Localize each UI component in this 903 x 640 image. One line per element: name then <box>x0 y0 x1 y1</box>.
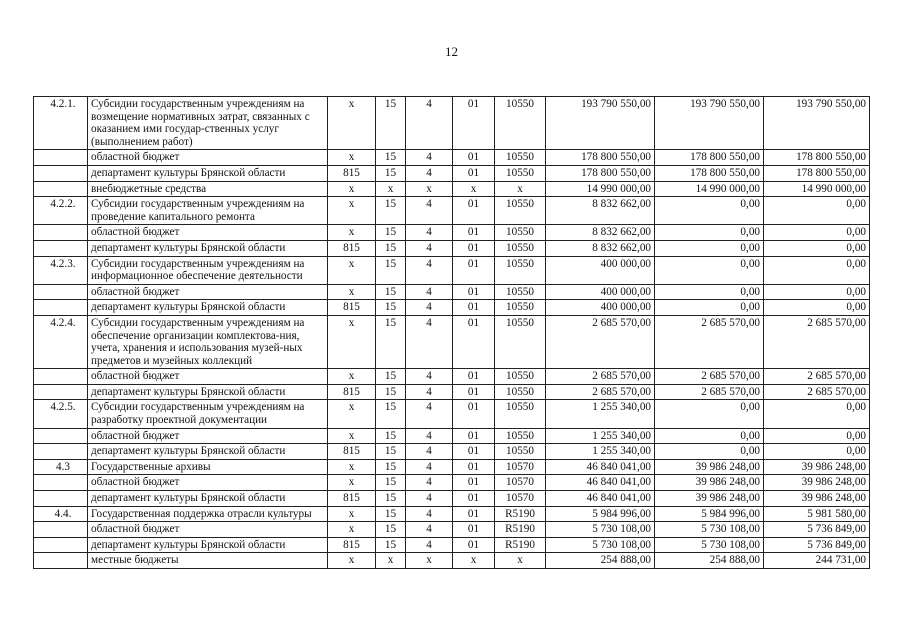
row-number <box>34 150 88 166</box>
code-direction: 10550 <box>495 165 546 181</box>
code-main-event: 01 <box>453 384 495 400</box>
code-program: 15 <box>376 428 406 444</box>
row-name: Субсидии государственным учреждениям на возмещение нормативных затрат, связанных с оказанием ими государ-ственных услуг (выполнением работ) <box>88 97 328 150</box>
code-direction: 10550 <box>495 444 546 460</box>
row-number <box>34 491 88 507</box>
code-main-event: 01 <box>453 284 495 300</box>
row-name: департамент культуры Брянской области <box>88 384 328 400</box>
code-program: 15 <box>376 384 406 400</box>
row-name: департамент культуры Брянской области <box>88 300 328 316</box>
table-row <box>34 384 870 400</box>
value-year-2: 254 888,00 <box>655 553 764 569</box>
code-direction: 10550 <box>495 150 546 166</box>
value-year-2: 2 685 570,00 <box>655 384 764 400</box>
value-year-2: 0,00 <box>655 428 764 444</box>
code-main-event: 01 <box>453 97 495 150</box>
value-year-1: 5 730 108,00 <box>546 522 655 538</box>
code-direction: R5190 <box>495 522 546 538</box>
row-name: областной бюджет <box>88 150 328 166</box>
code-program: 15 <box>376 459 406 475</box>
value-year-1: 178 800 550,00 <box>546 165 655 181</box>
code-program: 15 <box>376 315 406 368</box>
value-year-1: 400 000,00 <box>546 284 655 300</box>
code-direction: 10550 <box>495 256 546 284</box>
row-number <box>34 553 88 569</box>
value-year-1: 1 255 340,00 <box>546 444 655 460</box>
table-row <box>34 150 870 166</box>
row-name: Государственная поддержка отрасли культуры <box>88 506 328 522</box>
row-number <box>34 384 88 400</box>
row-number <box>34 369 88 385</box>
code-program: 15 <box>376 444 406 460</box>
table-row <box>34 181 870 197</box>
row-number <box>34 284 88 300</box>
code-admin: х <box>328 522 376 538</box>
value-year-1: 178 800 550,00 <box>546 150 655 166</box>
budget-table-body <box>34 97 870 569</box>
row-number: 4.2.5. <box>34 400 88 428</box>
row-name: департамент культуры Брянской области <box>88 165 328 181</box>
code-program: 15 <box>376 225 406 241</box>
code-subprogram: 4 <box>406 522 453 538</box>
code-direction: 10550 <box>495 97 546 150</box>
value-year-3: 2 685 570,00 <box>764 315 870 368</box>
code-subprogram: х <box>406 181 453 197</box>
code-subprogram: 4 <box>406 428 453 444</box>
code-main-event: 01 <box>453 150 495 166</box>
value-year-2: 5 730 108,00 <box>655 522 764 538</box>
code-main-event: 01 <box>453 522 495 538</box>
value-year-1: 193 790 550,00 <box>546 97 655 150</box>
row-number <box>34 475 88 491</box>
code-direction: х <box>495 553 546 569</box>
code-main-event: х <box>453 553 495 569</box>
code-admin: 815 <box>328 537 376 553</box>
code-program: 15 <box>376 150 406 166</box>
code-subprogram: 4 <box>406 369 453 385</box>
value-year-2: 178 800 550,00 <box>655 165 764 181</box>
code-direction: R5190 <box>495 506 546 522</box>
table-row <box>34 400 870 428</box>
code-admin: х <box>328 225 376 241</box>
code-program: 15 <box>376 537 406 553</box>
table-row <box>34 506 870 522</box>
code-subprogram: 4 <box>406 506 453 522</box>
code-main-event: 01 <box>453 459 495 475</box>
value-year-2: 0,00 <box>655 284 764 300</box>
code-main-event: 01 <box>453 537 495 553</box>
code-admin: 815 <box>328 300 376 316</box>
code-program: 15 <box>376 97 406 150</box>
code-main-event: 01 <box>453 315 495 368</box>
value-year-1: 1 255 340,00 <box>546 428 655 444</box>
code-subprogram: 4 <box>406 491 453 507</box>
value-year-2: 2 685 570,00 <box>655 315 764 368</box>
value-year-2: 39 986 248,00 <box>655 459 764 475</box>
value-year-2: 0,00 <box>655 197 764 225</box>
code-direction: 10570 <box>495 459 546 475</box>
code-program: 15 <box>376 369 406 385</box>
code-program: 15 <box>376 197 406 225</box>
code-admin: х <box>328 150 376 166</box>
row-name: областной бюджет <box>88 475 328 491</box>
code-admin: х <box>328 400 376 428</box>
table-row <box>34 475 870 491</box>
code-direction: 10550 <box>495 197 546 225</box>
code-program: х <box>376 553 406 569</box>
code-subprogram: 4 <box>406 537 453 553</box>
code-main-event: 01 <box>453 428 495 444</box>
code-admin: х <box>328 315 376 368</box>
code-direction: 10550 <box>495 240 546 256</box>
code-direction: 10550 <box>495 369 546 385</box>
row-number: 4.2.3. <box>34 256 88 284</box>
code-direction: 10550 <box>495 300 546 316</box>
table-row <box>34 537 870 553</box>
code-subprogram: 4 <box>406 459 453 475</box>
code-main-event: 01 <box>453 400 495 428</box>
code-direction: 10570 <box>495 475 546 491</box>
value-year-3: 0,00 <box>764 256 870 284</box>
code-subprogram: 4 <box>406 300 453 316</box>
code-subprogram: х <box>406 553 453 569</box>
value-year-3: 0,00 <box>764 444 870 460</box>
value-year-3: 5 736 849,00 <box>764 537 870 553</box>
value-year-1: 46 840 041,00 <box>546 491 655 507</box>
row-name: Субсидии государственным учреждениям на разработку проектной документации <box>88 400 328 428</box>
code-main-event: 01 <box>453 444 495 460</box>
code-admin: х <box>328 256 376 284</box>
code-subprogram: 4 <box>406 225 453 241</box>
code-subprogram: 4 <box>406 150 453 166</box>
code-direction: 10550 <box>495 225 546 241</box>
row-name: внебюджетные средства <box>88 181 328 197</box>
value-year-3: 0,00 <box>764 240 870 256</box>
code-subprogram: 4 <box>406 165 453 181</box>
value-year-3: 39 986 248,00 <box>764 491 870 507</box>
code-admin: х <box>328 97 376 150</box>
code-admin: х <box>328 475 376 491</box>
value-year-1: 2 685 570,00 <box>546 369 655 385</box>
row-number <box>34 444 88 460</box>
code-program: 15 <box>376 400 406 428</box>
value-year-2: 2 685 570,00 <box>655 369 764 385</box>
table-row <box>34 97 870 150</box>
table-row <box>34 315 870 368</box>
code-subprogram: 4 <box>406 97 453 150</box>
value-year-1: 1 255 340,00 <box>546 400 655 428</box>
code-direction: 10570 <box>495 491 546 507</box>
value-year-1: 400 000,00 <box>546 300 655 316</box>
value-year-1: 8 832 662,00 <box>546 240 655 256</box>
code-direction: 10550 <box>495 428 546 444</box>
row-number: 4.4. <box>34 506 88 522</box>
value-year-3: 0,00 <box>764 225 870 241</box>
row-name: областной бюджет <box>88 284 328 300</box>
value-year-3: 0,00 <box>764 428 870 444</box>
value-year-3: 0,00 <box>764 197 870 225</box>
value-year-3: 2 685 570,00 <box>764 384 870 400</box>
value-year-3: 0,00 <box>764 300 870 316</box>
code-direction: х <box>495 181 546 197</box>
code-subprogram: 4 <box>406 197 453 225</box>
code-direction: 10550 <box>495 400 546 428</box>
row-name: областной бюджет <box>88 522 328 538</box>
row-number <box>34 165 88 181</box>
row-number <box>34 300 88 316</box>
code-program: 15 <box>376 522 406 538</box>
row-name: департамент культуры Брянской области <box>88 537 328 553</box>
code-main-event: 01 <box>453 300 495 316</box>
value-year-3: 244 731,00 <box>764 553 870 569</box>
table-row <box>34 522 870 538</box>
budget-table <box>33 96 870 569</box>
code-direction: 10550 <box>495 315 546 368</box>
code-admin: 815 <box>328 491 376 507</box>
table-row <box>34 553 870 569</box>
code-main-event: 01 <box>453 225 495 241</box>
code-subprogram: 4 <box>406 256 453 284</box>
value-year-1: 8 832 662,00 <box>546 197 655 225</box>
code-admin: х <box>328 181 376 197</box>
value-year-2: 0,00 <box>655 400 764 428</box>
code-program: 15 <box>376 491 406 507</box>
row-number <box>34 240 88 256</box>
row-number <box>34 537 88 553</box>
code-admin: х <box>328 197 376 225</box>
code-program: 15 <box>376 284 406 300</box>
row-name: департамент культуры Брянской области <box>88 491 328 507</box>
value-year-2: 0,00 <box>655 300 764 316</box>
row-number: 4.3 <box>34 459 88 475</box>
code-subprogram: 4 <box>406 284 453 300</box>
value-year-2: 0,00 <box>655 240 764 256</box>
value-year-1: 5 730 108,00 <box>546 537 655 553</box>
value-year-2: 193 790 550,00 <box>655 97 764 150</box>
row-number: 4.2.4. <box>34 315 88 368</box>
row-number <box>34 428 88 444</box>
code-direction: R5190 <box>495 537 546 553</box>
value-year-3: 0,00 <box>764 284 870 300</box>
code-admin: 815 <box>328 240 376 256</box>
code-direction: 10550 <box>495 384 546 400</box>
table-row <box>34 369 870 385</box>
value-year-3: 2 685 570,00 <box>764 369 870 385</box>
value-year-1: 14 990 000,00 <box>546 181 655 197</box>
row-name: областной бюджет <box>88 225 328 241</box>
code-admin: 815 <box>328 384 376 400</box>
value-year-3: 5 736 849,00 <box>764 522 870 538</box>
code-program: 15 <box>376 475 406 491</box>
row-name: Субсидии государственным учреждениям на обеспечение организации комплектова-ния, учета, хранения и использования музей-ных предметов и музейных коллекций <box>88 315 328 368</box>
row-name: областной бюджет <box>88 428 328 444</box>
code-program: х <box>376 181 406 197</box>
table-row <box>34 300 870 316</box>
value-year-1: 254 888,00 <box>546 553 655 569</box>
row-name: департамент культуры Брянской области <box>88 240 328 256</box>
value-year-2: 14 990 000,00 <box>655 181 764 197</box>
code-admin: х <box>328 459 376 475</box>
row-number: 4.2.1. <box>34 97 88 150</box>
code-admin: х <box>328 506 376 522</box>
value-year-2: 0,00 <box>655 444 764 460</box>
table-row <box>34 284 870 300</box>
value-year-3: 178 800 550,00 <box>764 150 870 166</box>
code-admin: х <box>328 284 376 300</box>
value-year-1: 2 685 570,00 <box>546 315 655 368</box>
code-admin: х <box>328 369 376 385</box>
table-row <box>34 225 870 241</box>
value-year-1: 8 832 662,00 <box>546 225 655 241</box>
code-program: 15 <box>376 256 406 284</box>
value-year-1: 2 685 570,00 <box>546 384 655 400</box>
code-program: 15 <box>376 300 406 316</box>
value-year-2: 39 986 248,00 <box>655 491 764 507</box>
table-row <box>34 444 870 460</box>
value-year-3: 0,00 <box>764 400 870 428</box>
code-main-event: х <box>453 181 495 197</box>
code-subprogram: 4 <box>406 240 453 256</box>
code-main-event: 01 <box>453 197 495 225</box>
value-year-3: 14 990 000,00 <box>764 181 870 197</box>
table-row <box>34 256 870 284</box>
code-subprogram: 4 <box>406 315 453 368</box>
value-year-3: 39 986 248,00 <box>764 459 870 475</box>
table-row <box>34 491 870 507</box>
value-year-2: 5 730 108,00 <box>655 537 764 553</box>
table-row <box>34 428 870 444</box>
code-main-event: 01 <box>453 165 495 181</box>
row-name: Субсидии государственным учреждениям на информационное обеспечение деятельности <box>88 256 328 284</box>
value-year-3: 5 981 580,00 <box>764 506 870 522</box>
value-year-3: 193 790 550,00 <box>764 97 870 150</box>
code-admin: х <box>328 553 376 569</box>
row-number <box>34 181 88 197</box>
page-number: 12 <box>445 44 458 59</box>
value-year-1: 46 840 041,00 <box>546 475 655 491</box>
code-subprogram: 4 <box>406 444 453 460</box>
value-year-2: 39 986 248,00 <box>655 475 764 491</box>
code-direction: 10550 <box>495 284 546 300</box>
row-number <box>34 225 88 241</box>
table-row <box>34 197 870 225</box>
code-admin: 815 <box>328 165 376 181</box>
code-main-event: 01 <box>453 491 495 507</box>
code-main-event: 01 <box>453 240 495 256</box>
code-main-event: 01 <box>453 475 495 491</box>
code-program: 15 <box>376 240 406 256</box>
value-year-2: 178 800 550,00 <box>655 150 764 166</box>
code-subprogram: 4 <box>406 400 453 428</box>
row-name: департамент культуры Брянской области <box>88 444 328 460</box>
code-main-event: 01 <box>453 256 495 284</box>
row-name: Государственные архивы <box>88 459 328 475</box>
value-year-2: 5 984 996,00 <box>655 506 764 522</box>
value-year-3: 39 986 248,00 <box>764 475 870 491</box>
code-program: 15 <box>376 506 406 522</box>
value-year-3: 178 800 550,00 <box>764 165 870 181</box>
row-name: местные бюджеты <box>88 553 328 569</box>
code-subprogram: 4 <box>406 384 453 400</box>
code-admin: 815 <box>328 444 376 460</box>
code-main-event: 01 <box>453 369 495 385</box>
table-row <box>34 165 870 181</box>
value-year-1: 400 000,00 <box>546 256 655 284</box>
table-row <box>34 240 870 256</box>
code-admin: х <box>328 428 376 444</box>
row-name: областной бюджет <box>88 369 328 385</box>
row-name: Субсидии государственным учреждениям на проведение капитального ремонта <box>88 197 328 225</box>
value-year-1: 46 840 041,00 <box>546 459 655 475</box>
value-year-2: 0,00 <box>655 256 764 284</box>
row-number <box>34 522 88 538</box>
value-year-1: 5 984 996,00 <box>546 506 655 522</box>
code-main-event: 01 <box>453 506 495 522</box>
code-subprogram: 4 <box>406 475 453 491</box>
code-program: 15 <box>376 165 406 181</box>
row-number: 4.2.2. <box>34 197 88 225</box>
value-year-2: 0,00 <box>655 225 764 241</box>
table-row <box>34 459 870 475</box>
